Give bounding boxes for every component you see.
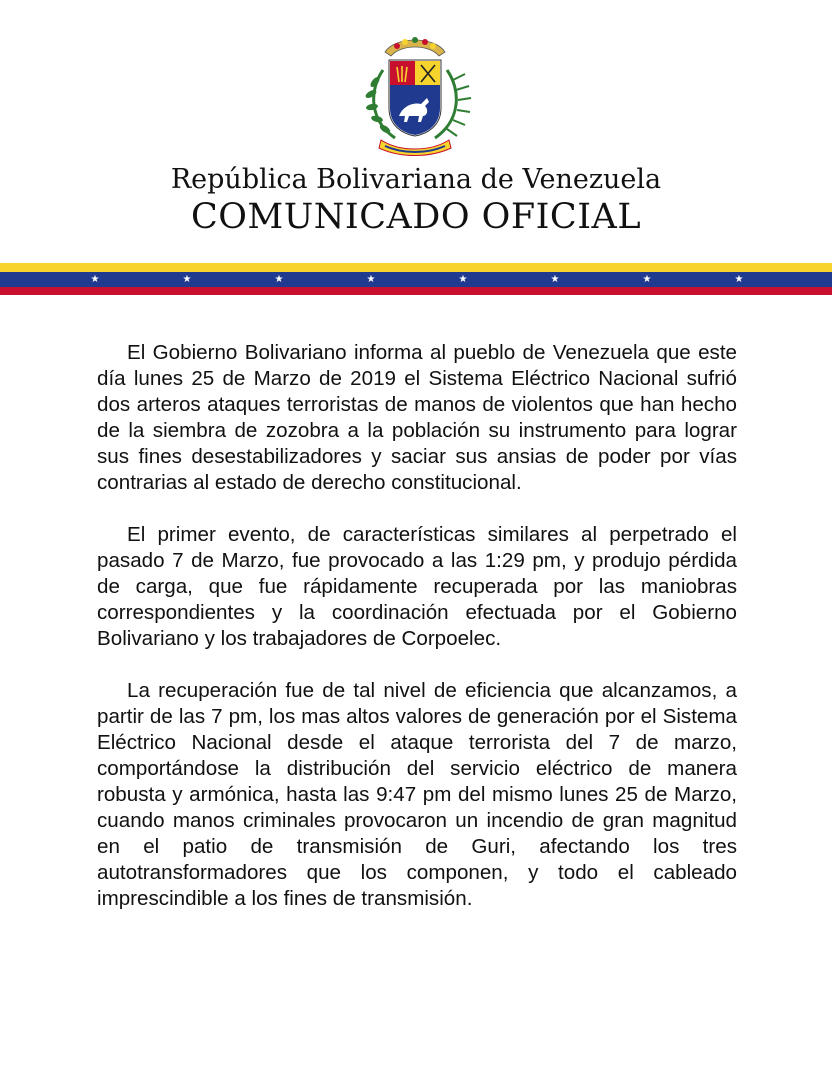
venezuela-coat-of-arms-icon [355, 30, 475, 160]
flag-blue-stripe [0, 272, 832, 287]
white-star-icon: ★ [642, 274, 652, 285]
document-title: COMUNICADO OFICIAL [190, 197, 642, 237]
communique-body [97, 340, 737, 938]
white-star-icon: ★ [90, 274, 100, 285]
white-star-icon: ★ [458, 274, 468, 285]
white-star-icon: ★ [366, 274, 376, 285]
republic-name: República Bolivariana de Venezuela [170, 164, 662, 195]
flag-band [0, 263, 832, 295]
white-star-icon: ★ [550, 274, 560, 285]
body-paragraph-3: La recuperación fue de tal nivel de eficiencia que alcanzamos, a partir de las 7 pm, los mas altos valores de generación por el Sistema Eléctrico Nacional desde el ataque terrorista del 7 de marzo, comportándose la distribución del servicio eléctrico de manera robusta y armónica, hasta las 9:47 pm del mismo lunes 25 de Marzo, cuando manos criminales provocaron un incendio de gran magnitud en el patio de transmisión de Guri, afectando los tres autotransformadores que los componen, y todo el cableado imprescindible a los fines de transmisión. [97, 679, 737, 910]
white-star-icon: ★ [182, 274, 192, 285]
flag-yellow-stripe [0, 263, 832, 272]
flag-red-stripe [0, 287, 832, 295]
body-paragraph-1: El Gobierno Bolivariano informa al pueblo de Venezuela que este día lunes 25 de Marzo de 2019 el Sistema Eléctrico Nacional sufrió dos arteros ataques terroristas de manos de violentos que han hecho de la siembra de zozobra a la población su instrumento para lograr sus fines desestabilizadores y saciar sus ansias de poder por vías contrarias al estado de derecho constitucional. [97, 341, 737, 494]
white-star-icon: ★ [734, 274, 744, 285]
body-paragraph-2: El primer evento, de características similares al perpetrado el pasado 7 de Marzo, fue provocado a las 1:29 pm, y produjo pérdida de carga, que fue rápidamente recuperada por las maniobras correspondientes y la coordinación efectuada por el Gobierno Bolivariano y los trabajadores de Corpoelec. [97, 523, 737, 650]
white-star-icon: ★ [274, 274, 284, 285]
